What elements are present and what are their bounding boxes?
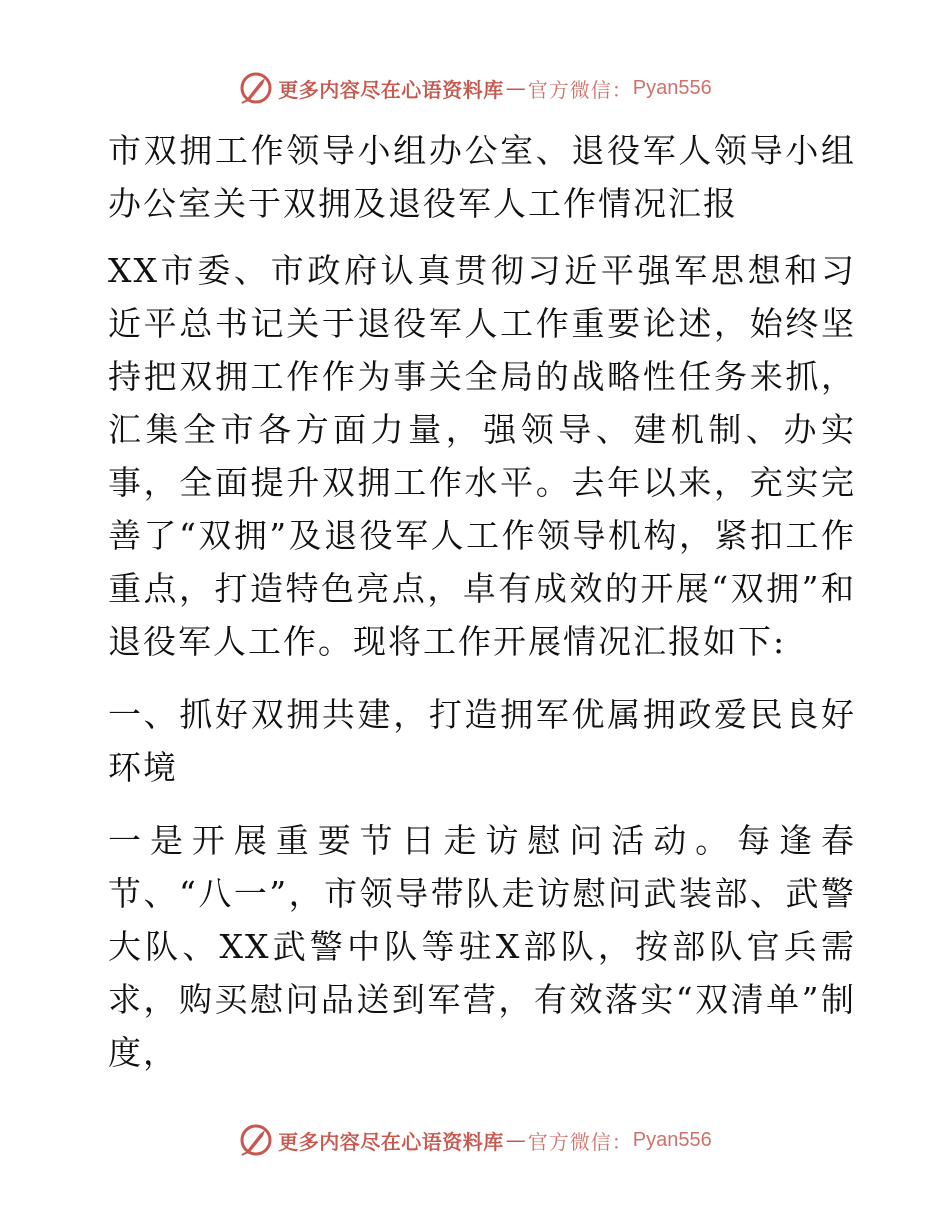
watermark-wechat-label: 官方微信：	[527, 1129, 633, 1154]
watermark-wechat-id: Pyan556	[632, 76, 712, 99]
paragraph-point-1: 一是开展重要节日走访慰问活动。每逢春节、“八一”，市领导带队走访慰问武装部、武警大队、XX武警中队等驻X部队，按部队官兵需求，购买慰问品送到军营，有效落实“双清单”制度，	[108, 821, 856, 1072]
watermark-text: 更多内容尽在心语资料库	[278, 1129, 504, 1154]
watermark-dash: —	[505, 1128, 526, 1152]
watermark-wechat-label: 官方微信：	[527, 77, 633, 102]
watermark-text: 更多内容尽在心语资料库	[278, 77, 504, 102]
document-title: 市双拥工作领导小组办公室、退役军人领导小组办公室关于双拥及退役军人工作情况汇报	[108, 131, 856, 223]
paragraph-intro: XX市委、市政府认真贯彻习近平强军思想和习近平总书记关于退役军人工作重要论述，始终坚持把双拥工作作为事关全局的战略性任务来抓，汇集全市各方面力量，强领导、建机制、办实事，全面提升双拥工作水平。去年以来，充实完善了“双拥”及退役军人工作领导机构，紧扣工作重点，打造特色亮点，卓有成效的开展“双拥”和退役军人工作。现将工作开展情况汇报如下:	[108, 251, 856, 661]
section-heading-1: 一、抓好双拥共建，打造拥军优属拥政爱民良好环境	[108, 695, 856, 787]
document-body	[96, 124, 856, 1114]
quill-pen-logo-icon	[238, 1122, 274, 1158]
watermark-dash: —	[505, 76, 526, 100]
watermark-wechat-id: Pyan556	[632, 1128, 712, 1151]
quill-pen-logo-icon	[238, 70, 274, 106]
watermark-header	[0, 68, 950, 108]
watermark-footer	[0, 1120, 950, 1160]
